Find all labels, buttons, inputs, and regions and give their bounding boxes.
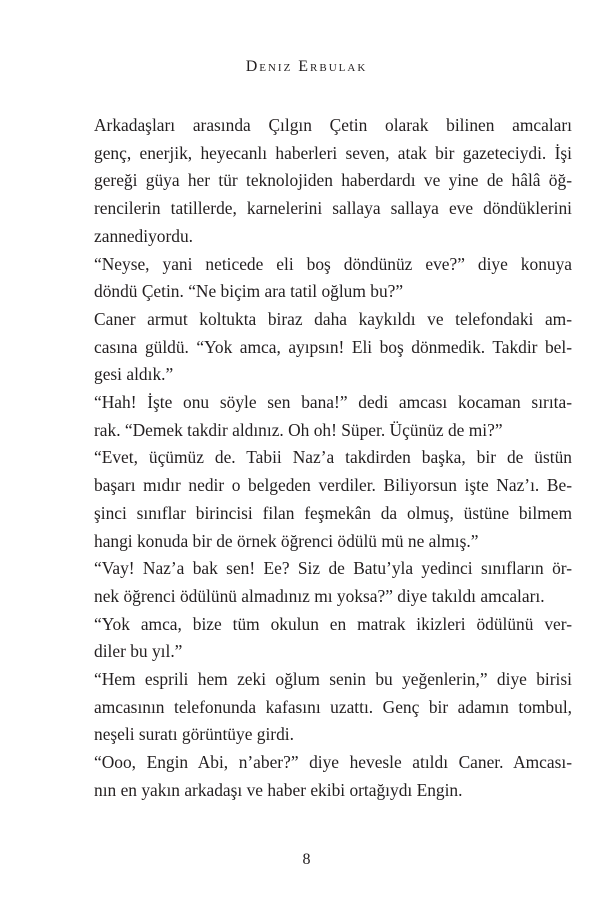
- paragraph: [94, 251, 572, 306]
- text-line: “Hem esprili hem zeki oğlum senin bu yeğenlerin,” diye birisi: [94, 669, 572, 690]
- text-line: şinci sınıflar birincisi filan feşmekân da olmuş, üstüne bilmem: [94, 502, 572, 523]
- paragraph: [94, 112, 572, 251]
- text-line: zannediyordu.: [94, 225, 193, 246]
- paragraph: [94, 555, 572, 610]
- paragraph: [94, 666, 572, 749]
- text-line: nek öğrenci ödülünü almadınız mı yoksa?” diye takıldı amcaları.: [94, 585, 545, 606]
- text-line: diler bu yıl.”: [94, 641, 183, 662]
- body-text: [94, 112, 572, 805]
- text-line: “Vay! Naz’a bak sen! Ee? Siz de Batu’yla yedinci sınıfların ör-: [94, 558, 572, 579]
- text-line: Arkadaşları arasında Çılgın Çetin olarak bilinen amcaları: [94, 115, 572, 135]
- text-line: başarı mıdır nedir o belgeden verdiler. Biliyorsun işte Naz’ı. Be-: [94, 475, 572, 496]
- text-line: amcasının telefonunda kafasını uzattı. Genç bir adamın tombul,: [94, 696, 572, 717]
- page-number: 8: [302, 851, 311, 868]
- text-line: gereği güya her tür teknolojiden haberdardı ve yine de hâlâ öğ-: [94, 170, 572, 191]
- text-line: gesi aldık.”: [94, 364, 174, 385]
- text-line: “Ooo, Engin Abi, n’aber?” diye hevesle atıldı Caner. Amcası-: [94, 752, 572, 773]
- text-line: neşeli suratı görüntüye girdi.: [94, 724, 294, 745]
- text-line: “Evet, üçümüz de. Tabii Naz’a takdirden başka, bir de üstün: [94, 447, 572, 468]
- text-line: Caner armut koltukta biraz daha kaykıldı ve telefondaki am-: [94, 308, 572, 329]
- text-line: rak. “Demek takdir aldınız. Oh oh! Süper. Üçünüz de mi?”: [94, 419, 503, 440]
- paragraph: [94, 389, 572, 444]
- paragraph: [94, 444, 572, 555]
- text-line: rencilerin tatillerde, karnelerini sallaya sallaya eve döndüklerini: [94, 198, 572, 219]
- paragraph: [94, 306, 572, 389]
- text-line: nın en yakın arkadaşı ve haber ekibi ortağıydı Engin.: [94, 779, 463, 800]
- paragraph: [94, 749, 572, 804]
- text-line: döndü Çetin. “Ne biçim ara tatil oğlum bu?”: [94, 281, 404, 302]
- running-head: Deniz Erbulak: [245, 58, 368, 75]
- text-line: “Neyse, yani neticede eli boş döndünüz eve?” diye konuya: [94, 253, 572, 274]
- text-line: genç, enerjik, heyecanlı haberleri seven, atak bir gazeteciydi. İşi: [94, 142, 572, 163]
- text-line: hangi konuda bir de örnek öğrenci ödülü mü ne almış.”: [94, 530, 479, 551]
- text-line: casına güldü. “Yok amca, ayıpsın! Eli boş dönmedik. Takdir bel-: [94, 336, 572, 357]
- paragraph: [94, 611, 572, 666]
- text-line: “Hah! İşte onu söyle sen bana!” dedi amcası kocaman sırıta-: [94, 392, 572, 413]
- text-line: “Yok amca, bize tüm okulun en matrak ikizleri ödülünü ver-: [94, 613, 572, 634]
